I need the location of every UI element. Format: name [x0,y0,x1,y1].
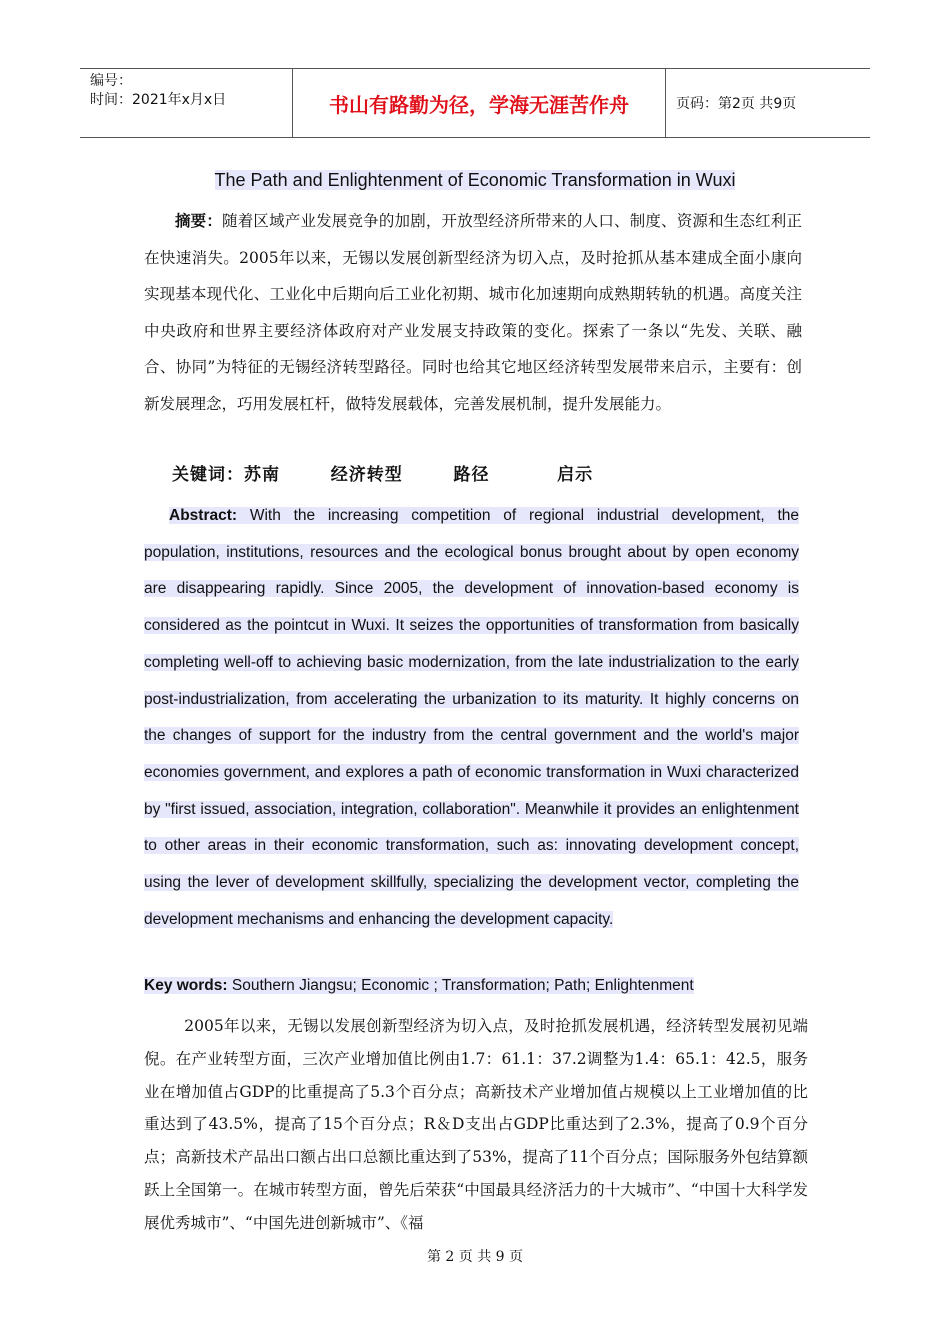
english-keywords-label: Key words: [144,977,228,994]
chinese-abstract [144,203,802,422]
header-page-label: 页码：第2页 共9页 [676,96,797,112]
english-title-text: The Path and Enlightenment of Economic Transformation in Wuxi [214,170,736,190]
english-keywords [144,977,694,995]
page-footer: 第 2 页 共 9 页 [426,1249,524,1265]
header-motto: 书山有路勤为径，学海无涯苦作舟 [293,69,666,137]
english-abstract-text: With the increasing competition of regional industrial development, the population, institutions, resources and the ecological bonus brought about by open economy are disappearing rapidly. Since 2005, the development of innovation-based economy is considered as the pointcut in Wuxi. It seizes the opportunities of transformation from basically completing well-off to achieving basic modernization, from the late industrialization to the early post-industrialization, from accelerating the urbanization to its maturity. It highly concerns on the changes of support for the industry from the central government and the world's major economies government, and explores a path of economic transformation in Wuxi characterized by "first issued, association, integration, collaboration". Meanwhile it provides an enlightenment to other areas in their economic transformation, such as: innovating development concept, using the lever of development skillfully, specializing the development vector, completing the development mechanisms and enhancing the development capacity. [144,507,799,928]
doc-number-label: 编号： [90,73,132,89]
chinese-keywords: 关键词：苏南 经济转型 路径 启示 [172,465,594,485]
english-keywords-text: Southern Jiangsu; Economic ; Transformation; Path; Enlightenment [231,977,694,994]
header-meta-cell [80,69,293,137]
body-paragraph: 2005年以来，无锡以发展创新型经济为切入点，及时抢抓发展机遇，经济转型发展初见端倪。在产业转型方面，三次产业增加值比例由1.7：61.1：37.2调整为1.4：65.1：42.5，服务业在增加值占GDP的比重提高了5.3个百分点；高新技术产业增加值占规模以上工业增加值的比重达到了43.5%，提高了15个百分点；R＆D支出占GDP比重达到了2.3%，提高了0.9个百分点；高新技术产品出口额占出口总额比重达到了53%，提高了11个百分点；国际服务外包结算额跃上全国第一。在城市转型方面，曾先后荣获“中国最具经济活力的十大城市”、“中国十大科学发展优秀城市”、“中国先进创新城市”、《福 [144,1017,808,1232]
english-title [0,170,950,191]
chinese-abstract-text: 随着区域产业发展竞争的加剧，开放型经济所带来的人口、制度、资源和生态红利正在快速消失。2005年以来，无锡以发展创新型经济为切入点，及时抢抓从基本建成全面小康向实现基本现代化、工业化中后期向后工业化初期、城市化加速期向成熟期转轨的机遇。高度关注中央政府和世界主要经济体政府对产业发展支持政策的变化。探索了一条以“先发、关联、融合、协同”为特征的无锡经济转型路径。同时也给其它地区经济转型发展带来启示，主要有：创新发展理念，巧用发展杠杆，做特发展载体，完善发展机制，提升发展能力。 [144,212,802,413]
header-table [80,68,870,138]
english-abstract [144,498,799,938]
english-abstract-label: Abstract: [169,507,238,524]
chinese-abstract-label: 摘要： [175,212,223,230]
doc-date-label: 时间：2021年x月x日 [90,92,227,108]
